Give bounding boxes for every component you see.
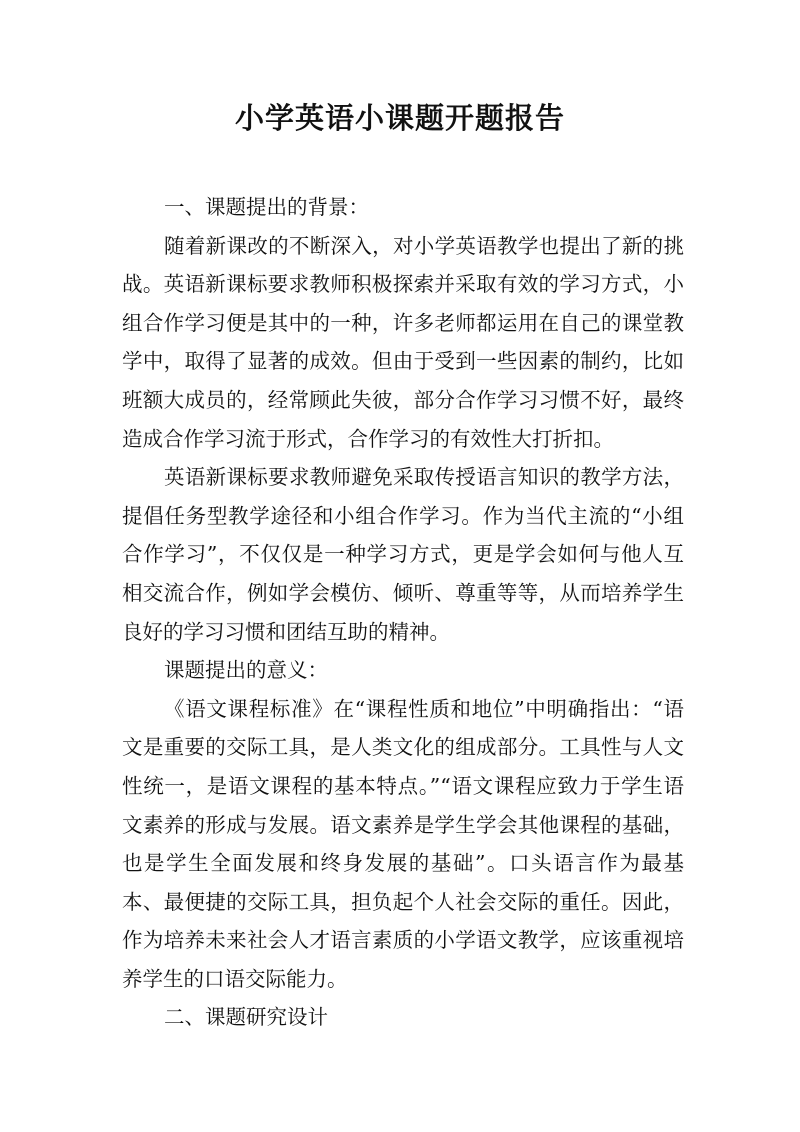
document-body [122, 188, 684, 1037]
section-heading-significance: 课题提出的意义： [164, 658, 329, 683]
paragraph-significance: 《语文课程标准》在“课程性质和地位”中明确指出：“语文是重要的交际工具，是人类文化的组成部分。工具性与人文性统一，是语文课程的基本特点。”“语文课程应致力于学生语文素养的形成与发展。语文素养是学生学会其他课程的基础，也是学生全面发展和终身发展的基础”。口头语言作为最基本、最便捷的交际工具，担负起个人社会交际的重任。因此，作为培养未来社会人才语言素质的小学语文教学，应该重视培养学生的口语交际能力。 [122, 696, 684, 991]
section-heading-background: 一、课题提出的背景： [164, 195, 370, 219]
document-title: 小学英语小课题开题报告 [234, 101, 565, 135]
section-heading-design: 二、课题研究设计 [164, 1005, 329, 1030]
paragraph-background-1: 随着新课改的不断深入，对小学英语教学也提出了新的挑战。英语新课标要求教师积极探索并采取有效的学习方式，小组合作学习便是其中的一种，许多老师都运用在自己的课堂教学中，取得了显著的成效。但由于受到一些因素的制约，比如班额大成员的，经常顾此失彼，部分合作学习习惯不好，最终造成合作学习流于形式，合作学习的有效性大打折扣。 [122, 233, 684, 451]
paragraph-background-2: 英语新课标要求教师避免采取传授语言知识的教学方法，提倡任务型教学途径和小组合作学习。作为当代主流的“小组合作学习”，不仅仅是一种学习方式，更是学会如何与他人互相交流合作，例如学会模仿、倾听、尊重等等，从而培养学生良好的学习习惯和团结互助的精神。 [122, 465, 684, 644]
